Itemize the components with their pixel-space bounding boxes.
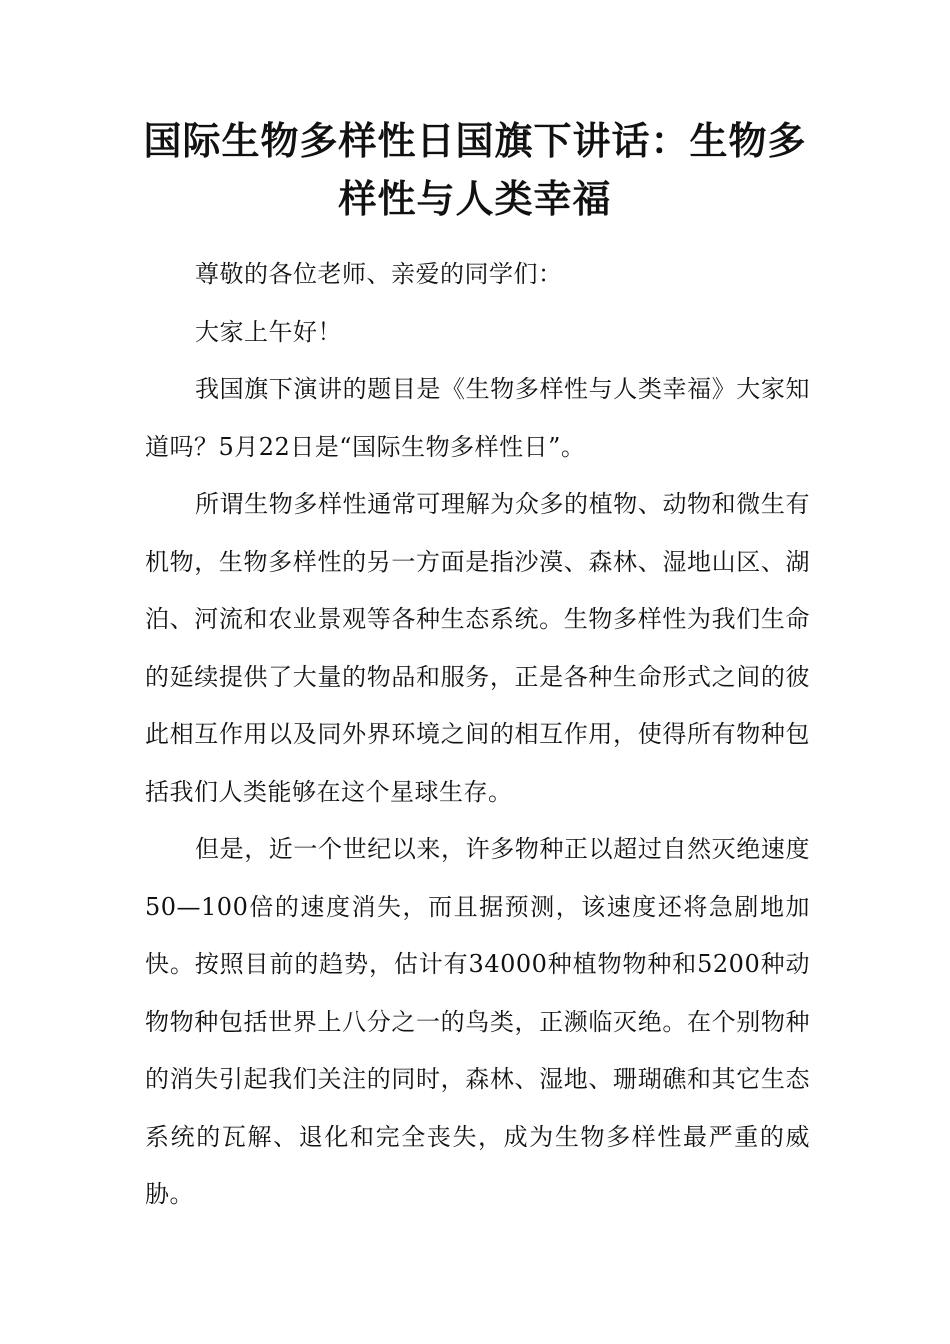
document-body	[145, 246, 810, 1224]
paragraph-threat: 但是，近一个世纪以来，许多物种正以超过自然灭绝速度50—100倍的速度消失，而且据预测，该速度还将急剧地加快。按照目前的趋势，估计有34000种植物物种和5200种动物物种包括世界上八分之一的鸟类，正濒临灭绝。在个别物种的消失引起我们关注的同时，森林、湿地、珊瑚礁和其它生态系统的瓦解、退化和完全丧失，成为生物多样性最严重的威胁。	[145, 835, 810, 1208]
paragraph-definition: 所谓生物多样性通常可理解为众多的植物、动物和微生有机物，生物多样性的另一方面是指沙漠、森林、湿地山区、湖泊、河流和农业景观等各种生态系统。生物多样性为我们生命的延续提供了大量的物品和服务，正是各种生命形式之间的彼此相互作用以及同外界环境之间的相互作用，使得所有物种包括我们人类能够在这个星球生存。	[145, 490, 810, 806]
document-title: 国际生物多样性日国旗下讲话：生物多样性与人类幸福	[143, 119, 807, 221]
paragraph-topic: 我国旗下演讲的题目是《生物多样性与人类幸福》大家知道吗？5月22日是“国际生物多样性日”。	[145, 375, 810, 461]
paragraph-greeting: 尊敬的各位老师、亲爱的同学们：	[195, 260, 563, 288]
paragraph-salutation: 大家上午好！	[195, 317, 342, 346]
